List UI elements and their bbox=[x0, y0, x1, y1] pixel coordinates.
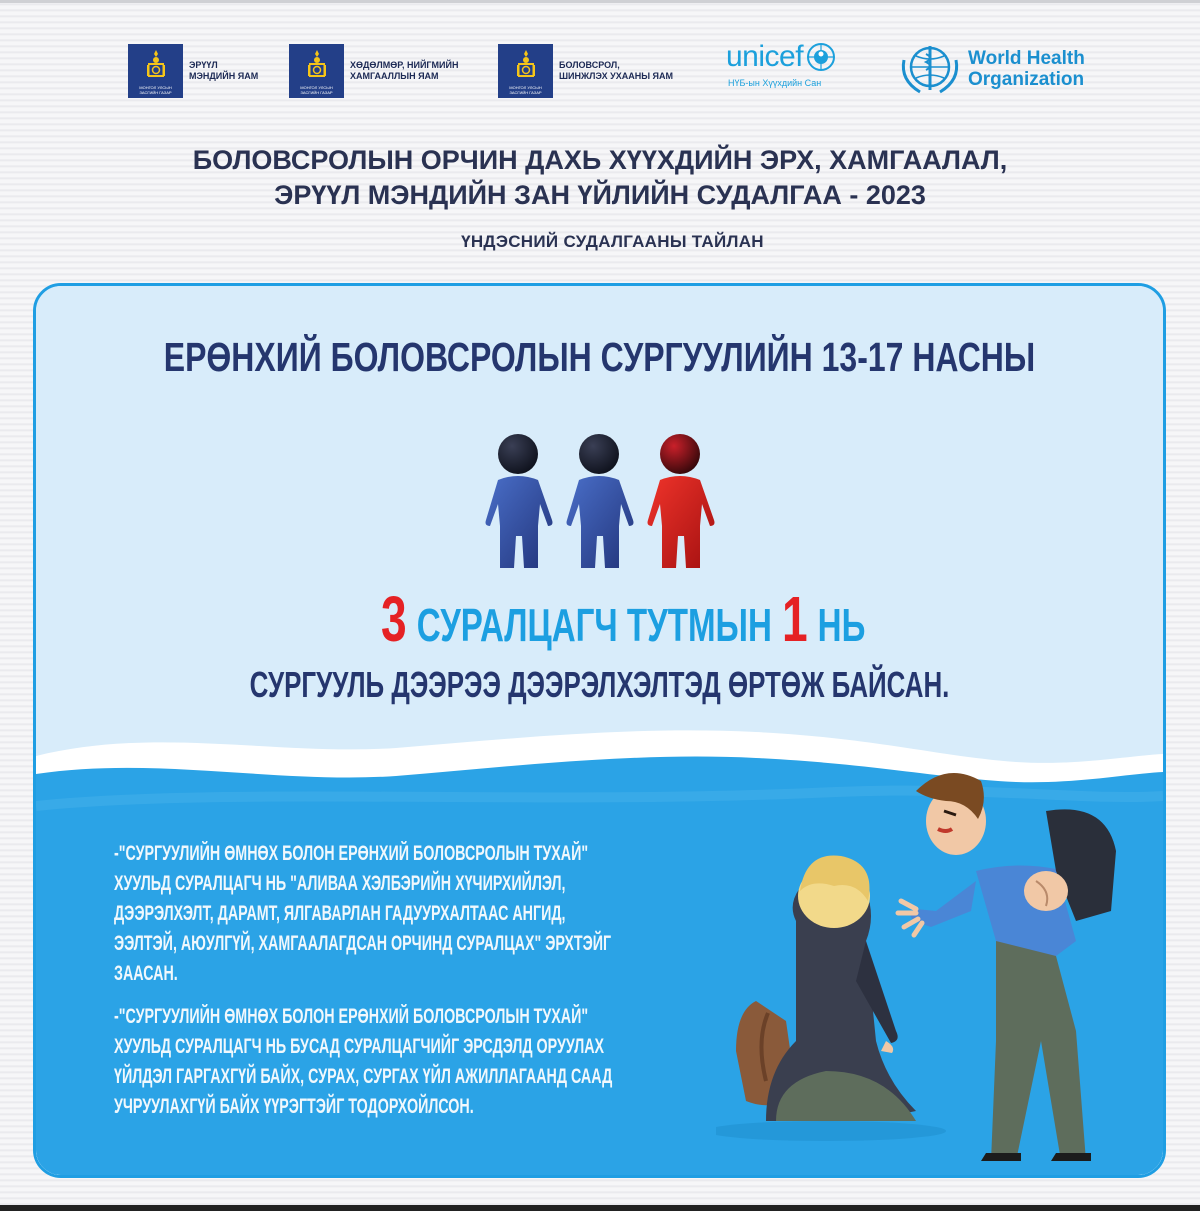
unicef-subtitle: НҮБ-ын Хүүхдийн Сан bbox=[728, 78, 822, 88]
bullying-illustration bbox=[716, 741, 1136, 1161]
card-heading: ЕРӨНХИЙ БОЛОВСРОЛЫН СУРГУУЛИЙН 13-17 НАСНЫ bbox=[163, 334, 1036, 380]
bottom-border bbox=[0, 1205, 1200, 1211]
report-title-line1: БОЛОВСРОЛЫН ОРЧИН ДАХЬ ХҮҮХДИЙН ЭРХ, ХАМГААЛАЛ, bbox=[192, 145, 1008, 175]
statistic-description: СУРГУУЛЬ ДЭЭРЭЭ ДЭЭРЭЛХЭЛТЭД ӨРТӨЖ БАЙСАН. bbox=[249, 664, 950, 705]
soyombo-emblem-icon: МОНГОЛ УЛСЫН ЗАСГИЙН ГАЗАР bbox=[498, 44, 553, 98]
law-paragraph-2: -"СУРГУУЛИЙН ӨМНӨХ БОЛОН ЕРӨНХИЙ БОЛОВСРОЛЫН ТУХАЙ" ХУУЛЬД СУРАЛЦАГЧ НЬ БУСАД СУРАЛЦАГЧИЙГ ЭРСДЭЛД ОРУУЛАХ ҮЙЛДЭЛ ГАРГАХГҮЙ БАЙХ, СУРАХ, СУРГАХ ҮЙЛ АЖИЛЛАГААНД СААД УЧРУУЛАХГҮЙ БАЙХ ҮҮРЭГТЭЙГ ТОДОРХОЙЛСОН. bbox=[114, 1005, 613, 1118]
soyombo-emblem-icon: МОНГОЛ УЛСЫН ЗАСГИЙН ГАЗАР bbox=[128, 44, 183, 98]
unicef-logo bbox=[726, 40, 861, 88]
stat-text-per-students: СУРАЛЦАГЧ ТУТМЫН bbox=[416, 599, 772, 651]
child-figure-icon bbox=[486, 434, 553, 568]
statistic-line bbox=[381, 582, 865, 656]
law-paragraph-1: -"СУРГУУЛИЙН ӨМНӨХ БОЛОН ЕРӨНХИЙ БОЛОВСРОЛЫН ТУХАЙ" ХУУЛЬД СУРАЛЦАГЧ НЬ "АЛИВАА ХЭЛБЭРИЙН ХҮЧИРХИЙЛЭЛ, ДЭЭРЭЛХЭЛТ, ДАРАМТ, ЯЛГАВАРЛАН ГАДУУРХАЛТААС АНГИД, ЭЭЛТЭЙ, АЮУЛГҮЙ, ХАМГААЛАГДСАН ОРЧИНД СУРАЛЦАХ" ЭРХТЭЙГ ЗААСАН. bbox=[114, 842, 612, 985]
children-figures bbox=[480, 434, 720, 569]
standing-child-illustration bbox=[898, 773, 1116, 1161]
sitting-child-illustration bbox=[716, 855, 946, 1141]
who-logo bbox=[898, 40, 1085, 98]
child-figure-icon bbox=[567, 434, 634, 568]
report-subtitle: ҮНДЭСНИЙ СУДАЛГААНЫ ТАЙЛАН bbox=[461, 232, 764, 251]
ministry-education-name: БОЛОВСРОЛ, ШИНЖЛЭХ УХААНЫ ЯАМ bbox=[559, 60, 674, 81]
who-name: World Health Organization bbox=[968, 48, 1085, 90]
ministry-health-logo bbox=[128, 44, 258, 98]
stat-number-1: 1 bbox=[781, 583, 808, 655]
report-title-line2: ЭРҮҮЛ МЭНДИЙН ЗАН ҮЙЛИЙН СУДАЛГАА - 2023 bbox=[274, 180, 926, 210]
who-emblem-icon bbox=[898, 40, 962, 98]
soyombo-emblem-icon: МОНГОЛ УЛСЫН ЗАСГИЙН ГАЗАР bbox=[289, 44, 344, 98]
unicef-wordmark: unicef bbox=[726, 40, 804, 73]
child-figure-highlighted-icon bbox=[648, 434, 715, 568]
info-card bbox=[33, 283, 1166, 1178]
stat-text-ni: НЬ bbox=[817, 599, 866, 651]
ministry-labour-name: ХӨДӨЛМӨР, НИЙГМИЙН ХАМГААЛЛЫН ЯАМ bbox=[350, 60, 459, 81]
top-border bbox=[0, 0, 1200, 3]
ministry-education-logo bbox=[498, 44, 673, 98]
ministry-labour-logo bbox=[289, 44, 458, 98]
unicef-globe-icon bbox=[805, 41, 837, 73]
stat-number-3: 3 bbox=[381, 583, 407, 655]
ministry-health-name: ЭРҮҮЛ МЭНДИЙН ЯАМ bbox=[189, 60, 259, 81]
